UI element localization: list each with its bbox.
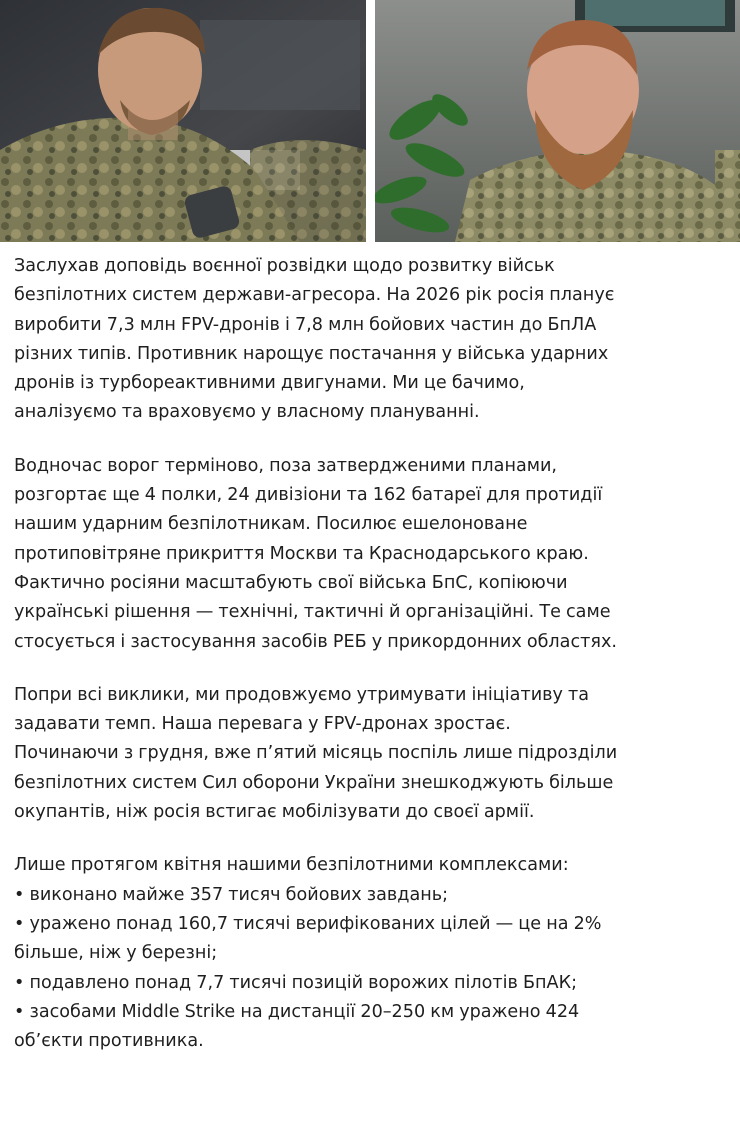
list-intro: Лише протягом квітня нашими безпілотними комплексами: xyxy=(14,855,569,876)
photo-collage xyxy=(0,0,740,242)
post-text xyxy=(14,252,730,1056)
photo-officer-left[interactable] xyxy=(0,0,366,242)
photo-officer-right-image xyxy=(375,0,740,242)
list-item: • засобами Middle Strike на дистанції 20–250 км уражено 424 об’єкти противника. xyxy=(14,1001,580,1052)
photo-officer-right[interactable] xyxy=(375,0,740,242)
paragraph-initiative: Попри всі виклики, ми продовжуємо утримувати ініціативу та задавати темп. Наша перевага у FPV-дронах зростає. Починаючи з грудня, вже п’ятий місяць поспіль лише підрозділи безпілотних систем Сил оборони України знешкоджують більше окупантів, ніж росія встигає мобілізувати до своєї армії. xyxy=(14,684,618,823)
paragraph-intelligence-report: Заслухав доповідь воєнної розвідки щодо розвитку військ безпілотних систем держави-агресора. На 2026 рік росія планує виробити 7,3 млн FPV-дронів і 7,8 млн бойових частин до БпЛА різних типів. Противник нарощує постачання у війська ударних дронів із турбореактивними двигунами. Ми це бачимо, аналізуємо та враховуємо у власному плануванні. xyxy=(14,256,615,423)
photo-officer-left-image xyxy=(0,0,366,242)
list-item: • подавлено понад 7,7 тисячі позицій ворожих пілотів БпАК; xyxy=(14,972,578,993)
april-results xyxy=(14,851,730,1056)
paragraph-enemy-deployment: Водночас ворог терміново, поза затвердженими планами, розгортає ще 4 полки, 24 дивізіони та 162 батареї для протидії нашим ударним безпілотникам. Посилює ешелоноване протиповітряне прикриття Москви та Краснодарського краю. Фактично росіяни масштабують свої війська БпС, копіюючи українські рішення — технічні, тактичні й організаційні. Те саме стосується і застосування засобів РЕБ у прикордонних областях. xyxy=(14,455,617,652)
list-item: • уражено понад 160,7 тисячі верифікованих цілей — це на 2% більше, ніж у березні; xyxy=(14,913,602,964)
results-list xyxy=(14,881,730,1057)
list-item: • виконано майже 357 тисяч бойових завдань; xyxy=(14,884,449,905)
